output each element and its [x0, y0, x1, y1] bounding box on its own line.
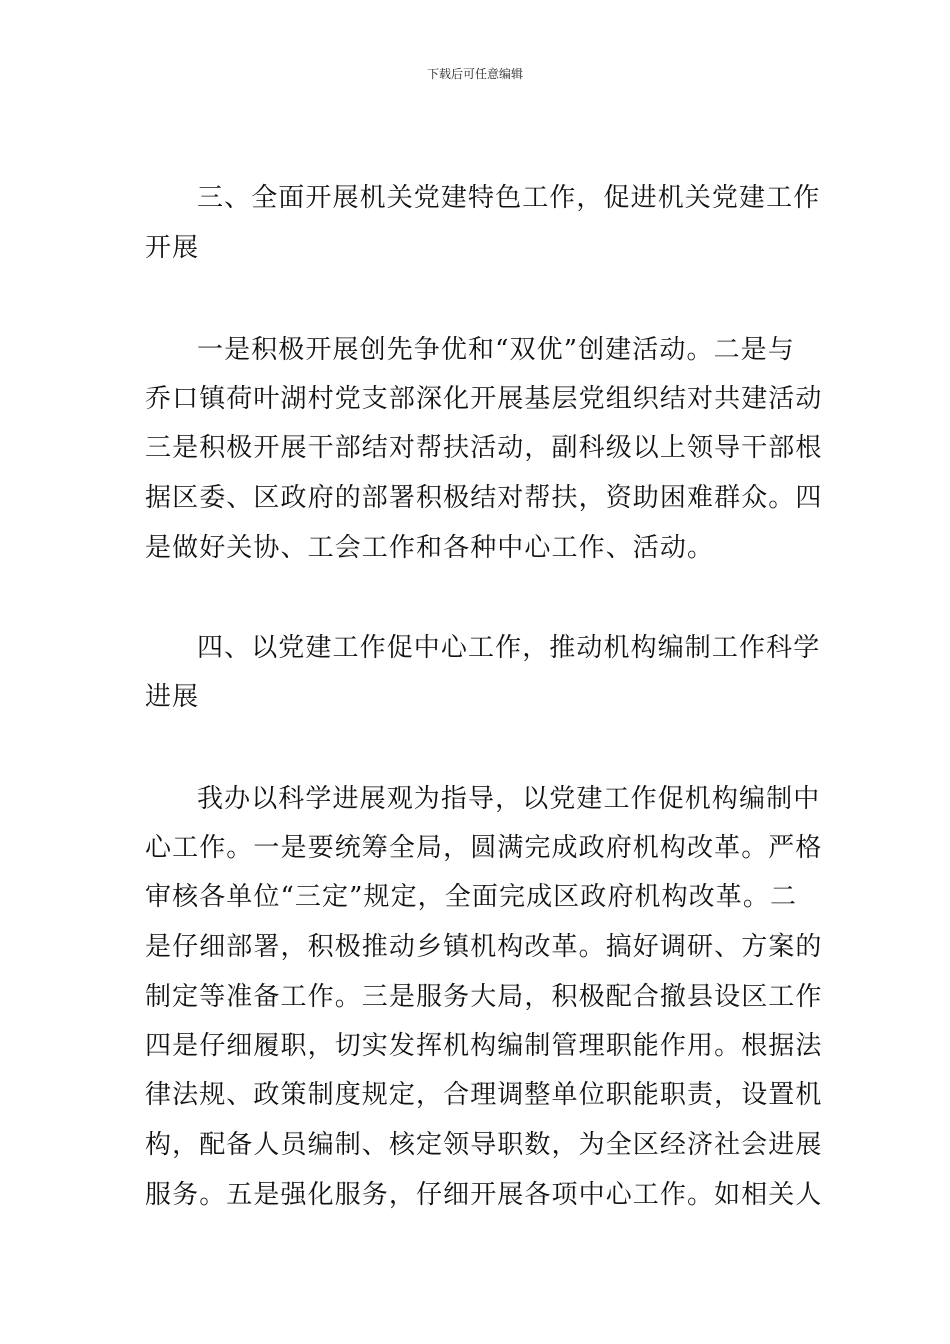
section-heading-line: 四、以党建工作促中心工作，推动机构编制工作科学	[197, 633, 821, 663]
paragraph-line: 律法规、政策制度规定，合理调整单位职能职责，设置机	[145, 1080, 823, 1110]
paragraph-line: 四是仔细履职，切实发挥机构编制管理职能作用。根据法	[145, 1031, 823, 1061]
paragraph-line: 是做好关协、工会工作和各种中心工作、活动。	[145, 533, 715, 563]
paragraph-line: 乔口镇荷叶湖村党支部深化开展基层党组织结对共建活动	[145, 384, 823, 414]
paragraph-line: 我办以科学进展观为指导，以党建工作促机构编制中	[197, 784, 821, 814]
section-heading-line: 三、全面开展机关党建特色工作，促进机关党建工作	[197, 183, 821, 213]
section-heading-line: 开展	[145, 233, 200, 263]
paragraph-line: 一是积极开展创先争优和“双优”创建活动。二是与	[197, 335, 795, 365]
paragraph-line: 制定等准备工作。三是服务大局，积极配合撤县设区工作	[145, 982, 823, 1012]
paragraph-line: 构，配备人员编制、核定领导职数，为全区经济社会进展	[145, 1130, 823, 1160]
paragraph-line: 心工作。一是要统筹全局，圆满完成政府机构改革。严格	[145, 833, 823, 863]
paragraph-line: 三是积极开展干部结对帮扶活动，副科级以上领导干部根	[145, 433, 823, 463]
paragraph-line: 据区委、区政府的部署积极结对帮扶，资助困难群众。四	[145, 483, 823, 513]
section-heading-line: 进展	[145, 682, 200, 712]
header-note: 下载后可任意编辑	[426, 67, 523, 81]
paragraph-line: 审核各单位“三定”规定，全面完成区政府机构改革。二	[145, 882, 798, 912]
paragraph-line: 是仔细部署，积极推动乡镇机构改革。搞好调研、方案的	[145, 932, 823, 962]
paragraph-line: 服务。五是强化服务，仔细开展各项中心工作。如相关人	[145, 1180, 823, 1210]
